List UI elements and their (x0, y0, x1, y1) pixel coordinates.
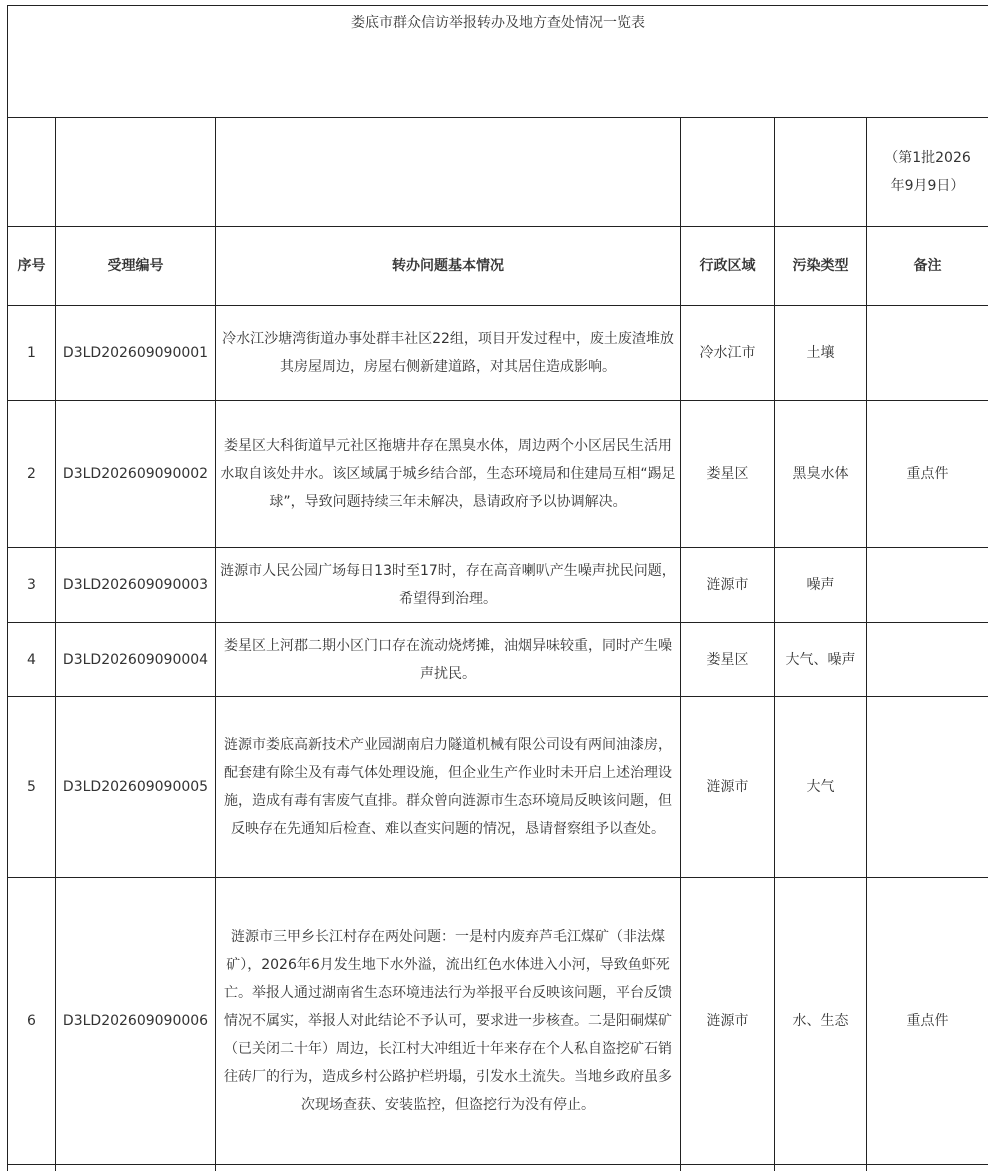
empty-cell (867, 1165, 988, 1171)
header-seq: 序号 (8, 227, 56, 306)
row-remark: 重点件 (867, 878, 988, 1165)
table-title: 娄底市群众信访举报转办及地方查处情况一览表 (8, 6, 988, 118)
row-remark (867, 697, 988, 878)
empty-cell (8, 1165, 56, 1171)
row-region: 娄星区 (681, 623, 775, 697)
row-pollution: 大气、噪声 (775, 623, 867, 697)
empty-cell (775, 118, 867, 227)
row-pollution: 噪声 (775, 548, 867, 623)
row-region: 娄星区 (681, 401, 775, 548)
row-remark (867, 306, 988, 401)
row-code: D3LD202609090002 (56, 401, 216, 548)
header-code: 受理编号 (56, 227, 216, 306)
empty-cell (681, 1165, 775, 1171)
row-region: 涟源市 (681, 697, 775, 878)
table-row (8, 306, 988, 401)
row-issue: 娄星区大科街道早元社区拖塘井存在黑臭水体，周边两个小区居民生活用水取自该处井水。该区域属于城乡结合部，生态环境局和住建局互相“踢足球”，导致问题持续三年未解决，恳请政府予以协调解决。 (216, 401, 681, 548)
title-row (8, 6, 988, 118)
cut-off-row (8, 1165, 988, 1171)
header-row (8, 227, 988, 306)
table-row (8, 623, 988, 697)
batch-row (8, 118, 988, 227)
row-pollution: 黑臭水体 (775, 401, 867, 548)
row-seq: 5 (8, 697, 56, 878)
table-row (8, 878, 988, 1165)
empty-cell (216, 118, 681, 227)
row-pollution: 土壤 (775, 306, 867, 401)
row-remark: 重点件 (867, 401, 988, 548)
empty-cell (8, 118, 56, 227)
row-remark (867, 548, 988, 623)
row-seq: 4 (8, 623, 56, 697)
empty-cell (681, 118, 775, 227)
row-seq: 6 (8, 878, 56, 1165)
header-remark: 备注 (867, 227, 988, 306)
row-pollution: 水、生态 (775, 878, 867, 1165)
header-issue: 转办问题基本情况 (216, 227, 681, 306)
table-row (8, 401, 988, 548)
table-row (8, 697, 988, 878)
row-code: D3LD202609090006 (56, 878, 216, 1165)
row-code: D3LD202609090005 (56, 697, 216, 878)
row-issue: 涟源市三甲乡长江村存在两处问题：一是村内废弃芦毛江煤矿（非法煤矿），2026年6月发生地下水外溢，流出红色水体进入小河，导致鱼虾死亡。举报人通过湖南省生态环境违法行为举报平台反映该问题，平台反馈情况不属实，举报人对此结论不予认可，要求进一步核查。二是阳硐煤矿（已关闭二十年）周边，长江村大冲组近十年来存在个人私自盗挖矿石销往砖厂的行为，造成乡村公路护栏坍塌，引发水土流失。当地乡政府虽多次现场查获、安装监控，但盗挖行为没有停止。 (216, 878, 681, 1165)
row-code: D3LD202609090004 (56, 623, 216, 697)
row-region: 涟源市 (681, 548, 775, 623)
row-issue: 娄星区上河郡二期小区门口存在流动烧烤摊，油烟异味较重，同时产生噪声扰民。 (216, 623, 681, 697)
row-region: 冷水江市 (681, 306, 775, 401)
empty-cell (56, 1165, 216, 1171)
batch-note: （第1批2026年9月9日） (867, 118, 988, 227)
row-code: D3LD202609090003 (56, 548, 216, 623)
row-issue: 涟源市娄底高新技术产业园湖南启力隧道机械有限公司设有两间油漆房，配套建有除尘及有毒气体处理设施，但企业生产作业时未开启上述治理设施，造成有毒有害废气直排。群众曾向涟源市生态环境局反映该问题，但反映存在先通知后检查、难以查实问题的情况，恳请督察组予以查处。 (216, 697, 681, 878)
row-seq: 3 (8, 548, 56, 623)
empty-cell (56, 118, 216, 227)
empty-cell (216, 1165, 681, 1171)
row-code: D3LD202609090001 (56, 306, 216, 401)
row-issue: 涟源市人民公园广场每日13时至17时，存在高音喇叭产生噪声扰民问题，希望得到治理。 (216, 548, 681, 623)
row-region: 涟源市 (681, 878, 775, 1165)
row-remark (867, 623, 988, 697)
row-seq: 2 (8, 401, 56, 548)
table-row (8, 548, 988, 623)
row-seq: 1 (8, 306, 56, 401)
row-issue: 冷水江沙塘湾街道办事处群丰社区22组，项目开发过程中，废土废渣堆放其房屋周边，房屋右侧新建道路，对其居住造成影响。 (216, 306, 681, 401)
complaint-summary-table (7, 5, 988, 1171)
header-region: 行政区域 (681, 227, 775, 306)
row-pollution: 大气 (775, 697, 867, 878)
header-pollution: 污染类型 (775, 227, 867, 306)
empty-cell (775, 1165, 867, 1171)
